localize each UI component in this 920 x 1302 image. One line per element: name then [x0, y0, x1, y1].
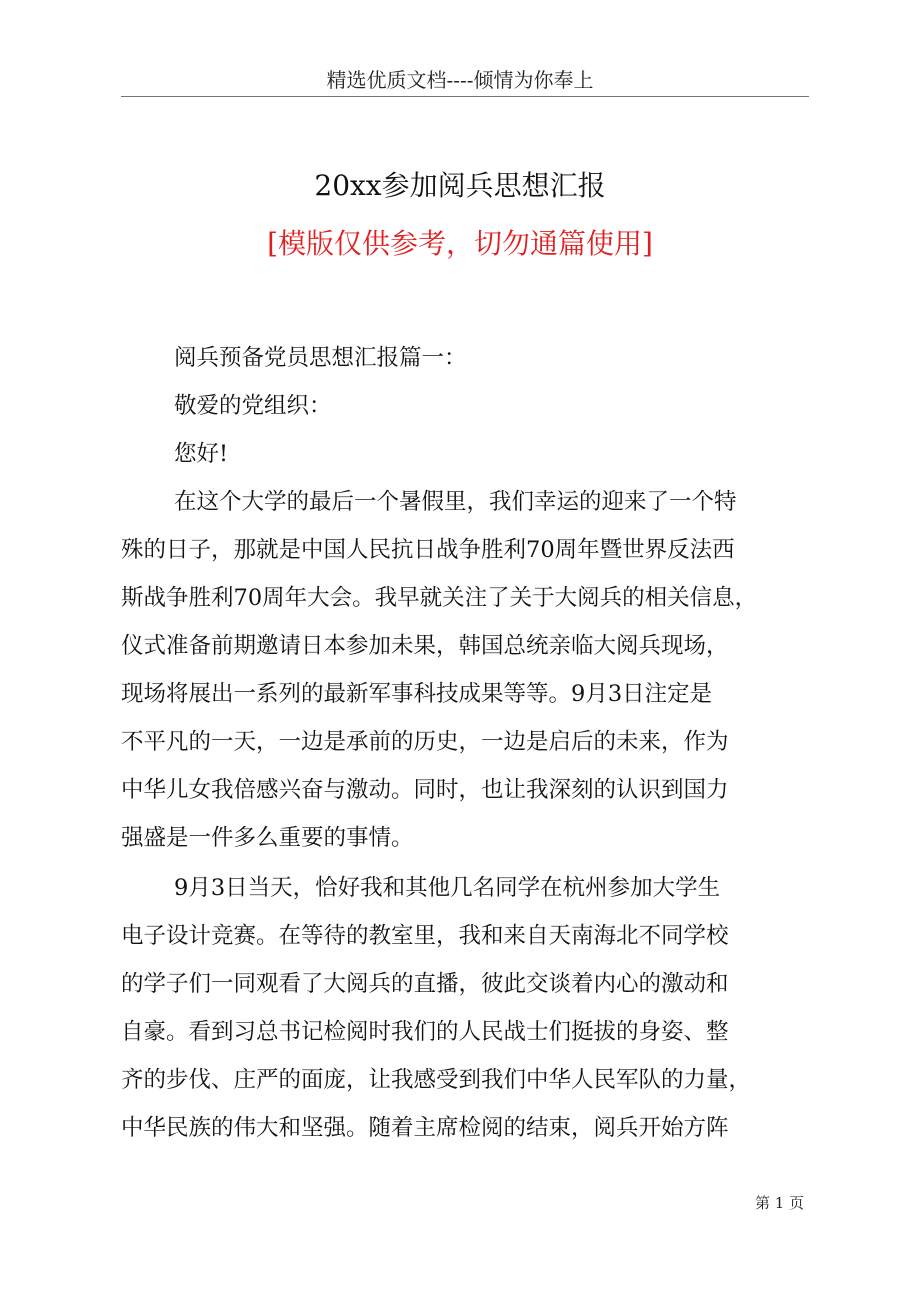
- paragraph-line: 殊的日子，那就是中国人民抗日战争胜利70周年暨世界反法西: [121, 537, 735, 563]
- paragraph-line: 仪式准备前期邀请日本参加未果，韩国总统亲临大阅兵现场，: [121, 633, 729, 659]
- section-heading: 阅兵预备党员思想汇报篇一：: [174, 345, 467, 371]
- paragraph-line: 的学子们一同观看了大阅兵的直播，彼此交谈着内心的激动和: [121, 971, 729, 997]
- paragraph-line: 斯战争胜利70周年大会。我早就关注了关于大阅兵的相关信息，: [121, 585, 758, 611]
- paragraph-line: 在这个大学的最后一个暑假里，我们幸运的迎来了一个特: [174, 489, 737, 515]
- paragraph-line: 自豪。看到习总书记检阅时我们的人民战士们挺拔的身姿、整: [121, 1019, 729, 1045]
- paragraph-line: 不平凡的一天，一边是承前的历史，一边是启后的未来，作为: [121, 729, 729, 755]
- paragraph-line: 现场将展出一系列的最新军事科技成果等等。9月3日注定是: [121, 681, 713, 707]
- paragraph-line: 齐的步伐、庄严的面庞，让我感受到我们中华人民军队的力量，: [121, 1067, 752, 1093]
- paragraph-line: 中华儿女我倍感兴奋与激动。同时，也让我深刻的认识到国力: [121, 777, 729, 803]
- paragraph-line: 中华民族的伟大和坚强。随着主席检阅的结束，阅兵开始方阵: [121, 1115, 729, 1141]
- document-subtitle: [模版仅供参考，切勿通篇使用]: [267, 227, 653, 260]
- paragraph-line: 电子设计竞赛。在等待的教室里，我和来自天南海北不同学校: [121, 923, 729, 949]
- header-divider: [121, 96, 809, 97]
- greeting: 您好!: [174, 441, 229, 467]
- document-title: 20xx参加阅兵思想汇报: [314, 169, 606, 202]
- salutation: 敬爱的党组织：: [174, 393, 332, 419]
- paragraph-line: 强盛是一件多么重要的事情。: [121, 825, 414, 851]
- paragraph-line: 9月3日当天，恰好我和其他几名同学在杭州参加大学生: [174, 875, 721, 901]
- page-header-text: 精选优质文档----倾情为你奉上: [326, 68, 594, 92]
- page-number: 第 1 页: [755, 1194, 805, 1212]
